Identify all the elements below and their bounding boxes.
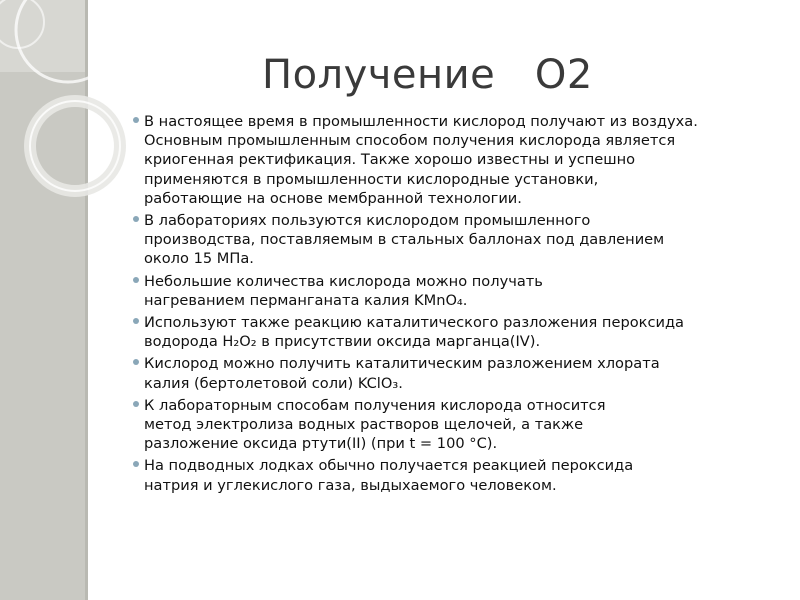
decorative-rings bbox=[0, 0, 140, 220]
list-item-text: В настоящее время в промышленности кислород получают из воздуха. Основным промышленным способом получения кислорода является криогенная ректификация. Также хорошо известны и успешно применяются в промышленности кислородные установки, работающие на основе мембранной технологии. bbox=[144, 113, 698, 207]
list-item bbox=[130, 272, 790, 310]
bullet-list bbox=[130, 112, 790, 498]
list-item bbox=[130, 313, 790, 351]
list-item-text: Кислород можно получить каталитическим разложением хлората калия (бертолетовой соли) KClO₃. bbox=[144, 355, 660, 392]
bullet-icon bbox=[133, 401, 139, 407]
list-item-text: В лабораториях пользуются кислородом промышленного производства, поставляемым в стальных баллонах под давлением около 15 МПа. bbox=[144, 212, 665, 268]
list-item bbox=[130, 456, 790, 494]
list-item bbox=[130, 354, 790, 392]
list-item-text: На подводных лодках обычно получается реакцией пероксида натрия и углекислого газа, выдыхаемого человеком. bbox=[144, 457, 634, 494]
bullet-icon bbox=[133, 461, 139, 467]
bullet-icon bbox=[133, 117, 139, 123]
decor-ring-thick-highlight bbox=[30, 101, 120, 191]
list-item bbox=[130, 211, 790, 269]
list-item bbox=[130, 112, 790, 208]
list-item bbox=[130, 396, 790, 454]
list-item-text: Небольшие количества кислорода можно получать нагреванием перманганата калия KMnO₄. bbox=[144, 272, 543, 309]
list-item-text: Используют также реакцию каталитического разложения пероксида водорода H₂O₂ в присутствии оксида марганца(IV). bbox=[144, 314, 684, 351]
list-item-text: К лабораторным способам получения кислорода относится метод электролиза водных растворов щелочей, а также разложение оксида ртути(II) (при t = 100 °C). bbox=[144, 396, 606, 453]
slide-title: Получение O2 bbox=[262, 52, 593, 98]
bullet-icon bbox=[133, 216, 139, 222]
bullet-icon bbox=[133, 318, 139, 324]
bullet-icon bbox=[133, 277, 139, 283]
bullet-icon bbox=[133, 359, 139, 365]
decor-ring-large bbox=[16, 0, 120, 82]
